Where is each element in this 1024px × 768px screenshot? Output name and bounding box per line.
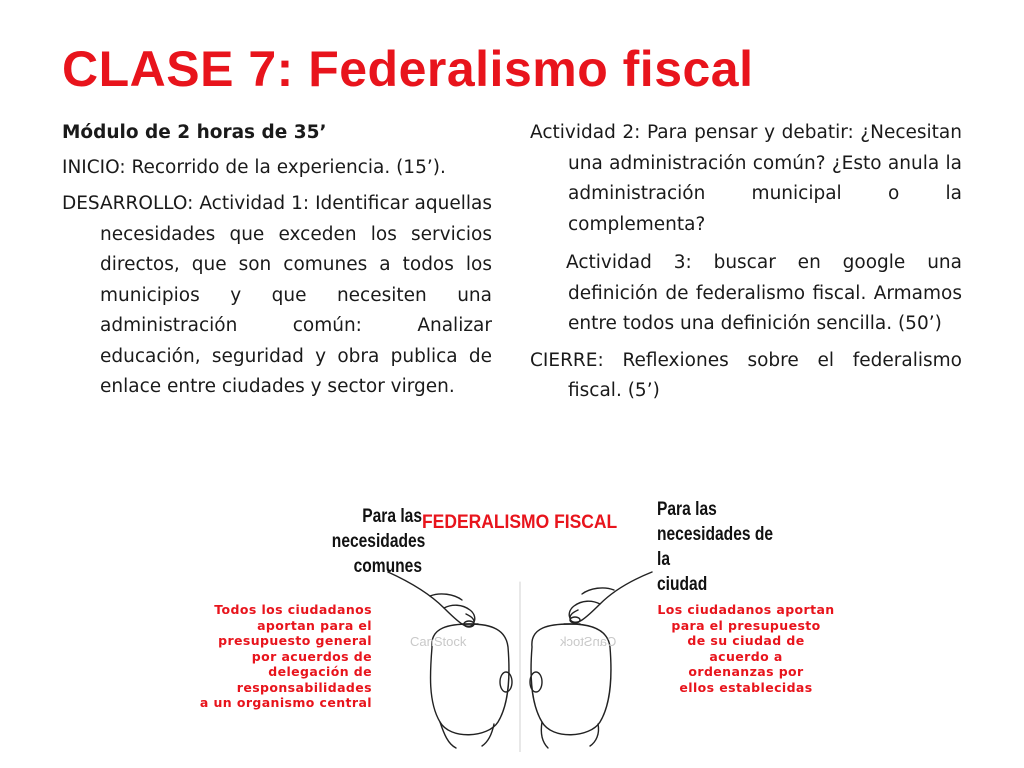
- right-desc-line: ellos establecidas: [679, 679, 813, 695]
- right-desc-line: Los ciudadanos aportan: [657, 602, 835, 617]
- watermark-left: CanStock: [410, 634, 467, 649]
- right-desc-line: para el presupuesto: [671, 617, 821, 633]
- right-description: [638, 602, 854, 695]
- right-label-line: ciudad: [657, 574, 708, 595]
- left-label-line: Para las: [362, 506, 422, 527]
- left-desc-line: delegación de: [268, 664, 372, 679]
- right-label: [657, 497, 788, 597]
- left-column: [62, 118, 492, 409]
- left-desc-line: responsabilidades: [236, 679, 372, 695]
- right-desc-line: de su ciudad de: [687, 633, 805, 648]
- actividad2-text: Actividad 2: Para pensar y debatir: ¿Necesitan una administración común? ¿Esto anula la administración municipal o la complementa?: [530, 122, 962, 235]
- federalismo-illustration: [160, 482, 900, 752]
- slide-title: CLASE 7: Federalismo fiscal: [62, 41, 754, 97]
- actividad3-text: Actividad 3: buscar en google una definición de federalismo fiscal. Armamos entre todos una definición sencilla. (50’): [566, 252, 962, 334]
- desarrollo-text: DESARROLLO: Actividad 1: Identificar aquellas necesidades que exceden los servicios directos, que son comunes a todos los municipios y que necesiten una administración común: Analizar educación, seguridad y obra publica de enlace entre ciudades y sector virgen.: [62, 193, 492, 397]
- left-label-line: comunes: [353, 556, 422, 577]
- right-column: [530, 118, 962, 413]
- watermark-right: CanStock: [560, 634, 617, 649]
- cierre-text: CIERRE: Reflexiones sobre el federalismo fiscal. (5’): [530, 349, 962, 401]
- left-label-line: necesidades: [331, 531, 426, 552]
- left-desc-line: aportan para el: [257, 617, 372, 633]
- module-heading: Módulo de 2 horas de 35’: [62, 122, 327, 143]
- right-label-line: Para las: [657, 499, 717, 520]
- left-desc-line: Todos los ciudadanos: [214, 602, 372, 617]
- figure-title: FEDERALISMO FISCAL: [422, 512, 618, 533]
- left-desc-line: a un organismo central: [199, 695, 372, 710]
- left-description: [160, 602, 372, 711]
- right-desc-line: ordenanzas por: [688, 664, 804, 679]
- right-desc-line: acuerdo a: [709, 648, 783, 664]
- right-label-line: necesidades de la: [657, 524, 774, 570]
- inicio-text: INICIO: Recorrido de la experiencia. (15’).: [62, 156, 446, 178]
- left-desc-line: por acuerdos de: [251, 648, 372, 664]
- left-desc-line: presupuesto general: [218, 633, 372, 648]
- piggy-bank-hands-icon: [370, 512, 670, 752]
